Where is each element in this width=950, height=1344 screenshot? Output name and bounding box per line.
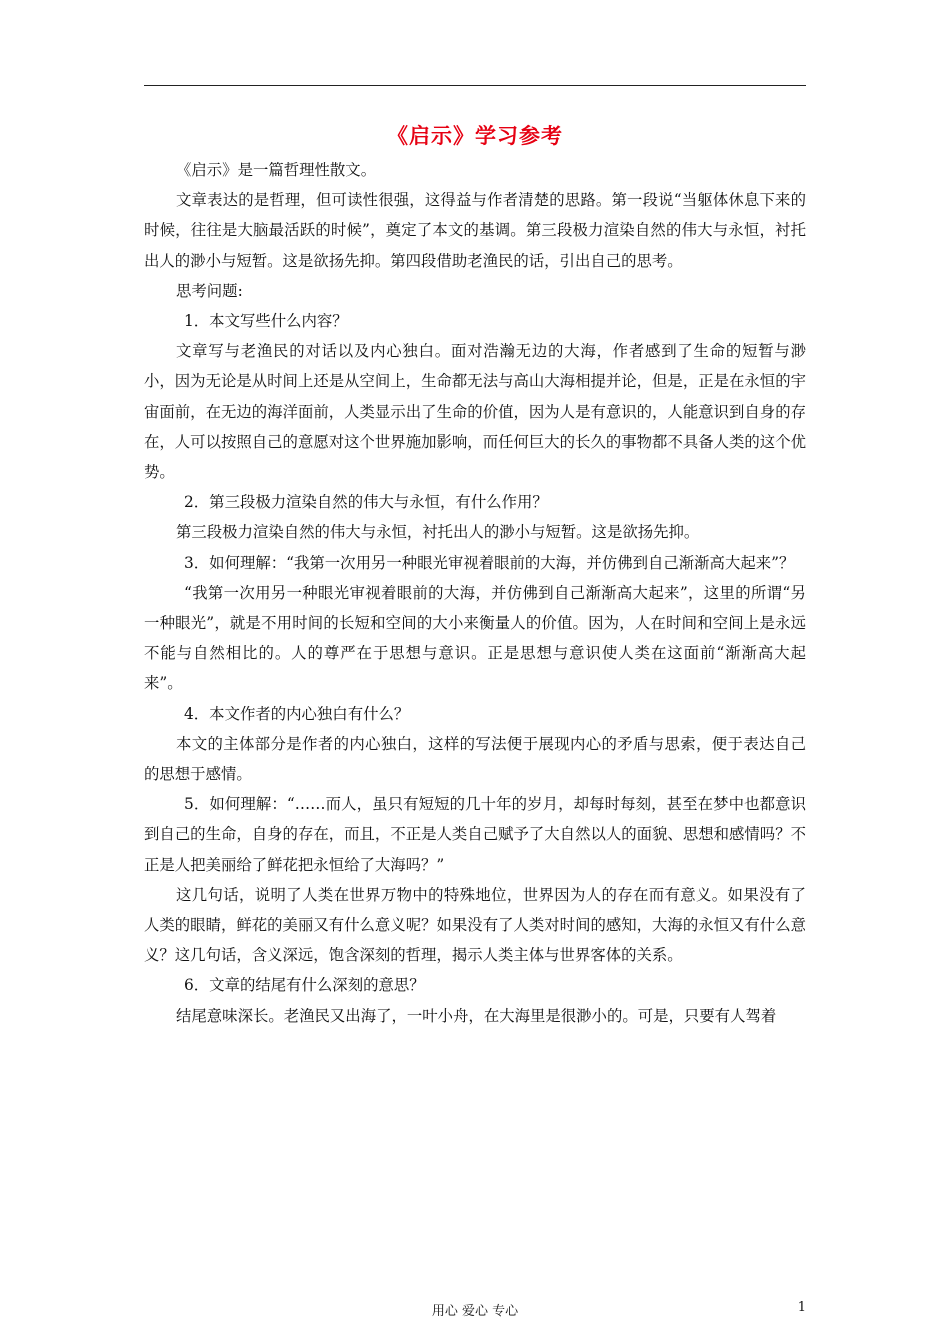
answer-4: 本文的主体部分是作者的内心独白，这样的写法便于展现内心的矛盾与思索，便于表达自己的思想于感情。 [144,734,806,784]
answer-1: 文章写与老渔民的对话以及内心独白。面对浩瀚无边的大海，作者感到了生命的短暂与渺小，因为无论是从时间上还是从空间上，生命都无法与高山大海相提并论，但是，正是在永恒的宇宙面前，在无边的海洋面前，人类显示出了生命的价值，因为人是有意识的，人能意识到自身的存在，人可以按照自己的意愿对这个世界施加影响，而任何巨大的长久的事物都不具备人类的这个优势。 [144,342,806,482]
paragraph-overview: 文章表达的是哲理，但可读性很强，这得益与作者清楚的思路。第一段说“当躯体休息下来的时候，往往是大脑最活跃的时候”，奠定了本文的基调。第三段极力渲染自然的伟大与永恒，衬托出人的渺小与短暂。这是欲扬先抑。第四段借助老渔民的话，引出自己的思考。 [144,191,806,270]
question-3: 3．如何理解：“我第一次用另一种眼光审视着眼前的大海，并仿佛到自己渐渐高大起来”？ [184,553,795,572]
footer-motto: 用心 爱心 专心 [431,1304,519,1319]
question-4: 4．本文作者的内心独白有什么？ [184,704,410,723]
question-5: 5．如何理解：“……而人，虽只有短短的几十年的岁月，却每时每刻，甚至在梦中也都意识到自己的生命，自身的存在，而且，不正是人类自己赋予了大自然以人的面貌、思想和感情吗？不正是人把美丽给了鲜花把永恒给了大海吗？” [144,795,806,874]
document-title: 《启示》学习参考 [387,124,563,148]
answer-5: 这几句话，说明了人类在世界万物中的特殊地位，世界因为人的存在而有意义。如果没有了人类的眼睛，鲜花的美丽又有什么意义呢？如果没有了人类对时间的感知，大海的永恒又有什么意义？这几句话，含义深远，饱含深刻的哲理，揭示人类主体与世界客体的关系。 [144,885,806,965]
question-1: 1．本文写些什么内容？ [184,312,348,331]
answer-3: “我第一次用另一种眼光审视着眼前的大海，并仿佛到自己渐渐高大起来”，这里的所谓“另一种眼光”，就是不用时间的长短和空间的大小来衡量人的价值。因为，人在时间和空间上是永远不能与自然相比的。人的尊严在于思想与意识。正是思想与意识使人类在这面前“渐渐高大起来”。 [144,583,806,693]
document-body [144,155,806,1031]
answer-2: 第三段极力渲染自然的伟大与永恒，衬托出人的渺小与短暂。这是欲扬先抑。 [176,523,700,542]
section-heading-questions: 思考问题: [176,281,243,300]
header-rule [144,85,806,86]
question-6: 6．文章的结尾有什么深刻的意思？ [184,976,425,995]
question-2: 2．第三段极力渲染自然的伟大与永恒，有什么作用？ [184,493,548,512]
answer-6: 结尾意味深长。老渔民又出海了，一叶小舟，在大海里是很渺小的。可是，只要有人驾着 [176,1006,777,1025]
page-number: 1 [797,1300,806,1315]
paragraph-intro: 《启示》是一篇哲理性散文。 [176,161,377,179]
